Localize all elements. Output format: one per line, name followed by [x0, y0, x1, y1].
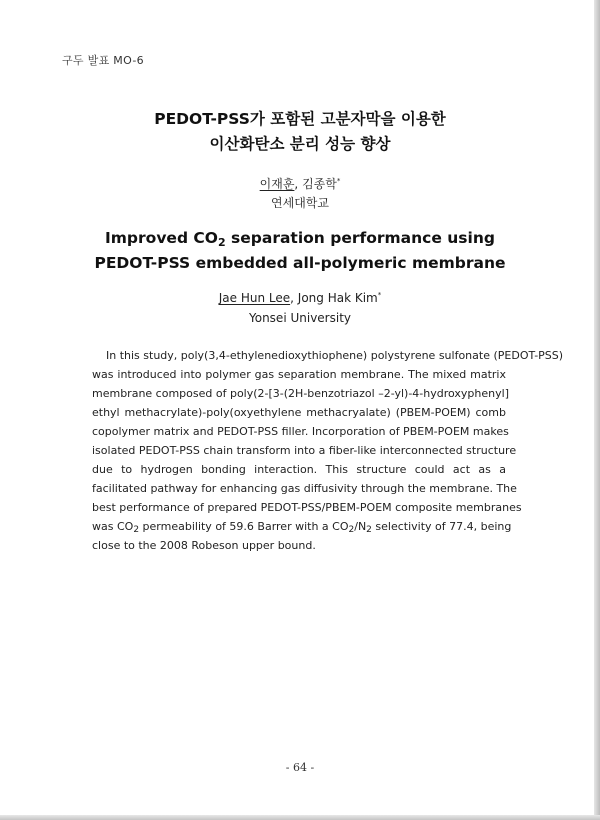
abstract-line: isolated PEDOT-PSS chain transform into a fiber-like interconnected structure	[92, 444, 517, 457]
korean-presenting-author: 이재훈	[259, 177, 295, 191]
english-authors	[0, 291, 600, 305]
abstract-text: selectivity of 77.4, being	[371, 520, 512, 533]
english-title-line1	[0, 229, 600, 249]
page-edge-shadow-right	[594, 0, 600, 820]
korean-affiliation: 연세대학교	[271, 196, 329, 210]
english-title-subscript: 2	[217, 236, 226, 249]
abstract-line: In this study, poly(3,4-ethylenedioxythiophene) polystyrene sulfonate (PEDOT-PSS)	[106, 349, 564, 362]
abstract-line: due to hydrogen bonding interaction. This structure could act as a	[92, 463, 506, 476]
abstract-line: facilitated pathway for enhancing gas diffusivity through the membrane. The	[92, 482, 517, 495]
abstract-line: membrane composed of poly(2-[3-(2H-benzotriazol –2-yl)-4-hydroxyphenyl]	[92, 387, 509, 400]
abstract-text: was CO	[92, 520, 134, 533]
english-title-line2: PEDOT-PSS embedded all-polymeric membrane	[94, 254, 506, 272]
english-presenting-author: Jae Hun Lee	[218, 291, 291, 305]
page-number: - 64 -	[285, 761, 315, 774]
english-corresponding-author: Jong Hak Kim	[297, 291, 378, 305]
abstract-line: copolymer matrix and PEDOT-PSS filler. Incorporation of PBEM-POEM makes	[92, 425, 509, 438]
korean-author-separator: ,	[294, 177, 303, 191]
abstract-body	[92, 346, 564, 555]
english-title-text-cont: separation performance using	[225, 229, 495, 247]
korean-title-line2: 이산화탄소 분리 성능 향상	[209, 135, 391, 153]
korean-corresponding-author: 김종학	[302, 177, 337, 191]
subscript: 2	[366, 525, 372, 535]
abstract-text: permeability of 59.6 Barrer with a CO	[139, 520, 349, 533]
abstract-line: best performance of prepared PEDOT-PSS/PBEM-POEM composite membranes	[92, 501, 522, 514]
abstract-line: close to the 2008 Robeson upper bound.	[92, 539, 316, 552]
abstract-line: ethyl methacrylate)-poly(oxyethylene methacryalate) (PBEM-POEM) comb	[92, 406, 506, 419]
subscript: 2	[133, 525, 140, 535]
korean-authors	[0, 175, 600, 192]
subscript: 2	[348, 525, 355, 535]
session-label: 구두 발표 MO-6	[62, 54, 144, 67]
english-title-text: Improved CO	[105, 229, 218, 247]
korean-title-line1: PEDOT-PSS가 포함된 고분자막을 이용한	[154, 110, 446, 128]
english-author-separator: ,	[290, 291, 298, 305]
abstract-line: was introduced into polymer gas separation membrane. The mixed matrix	[92, 368, 506, 381]
abstract-line	[92, 517, 512, 536]
abstract-text: /N	[354, 520, 367, 533]
corresponding-mark: *	[377, 291, 382, 299]
corresponding-mark: *	[336, 177, 341, 185]
page-edge-shadow-bottom	[0, 815, 600, 820]
english-affiliation: Yonsei University	[249, 311, 351, 325]
